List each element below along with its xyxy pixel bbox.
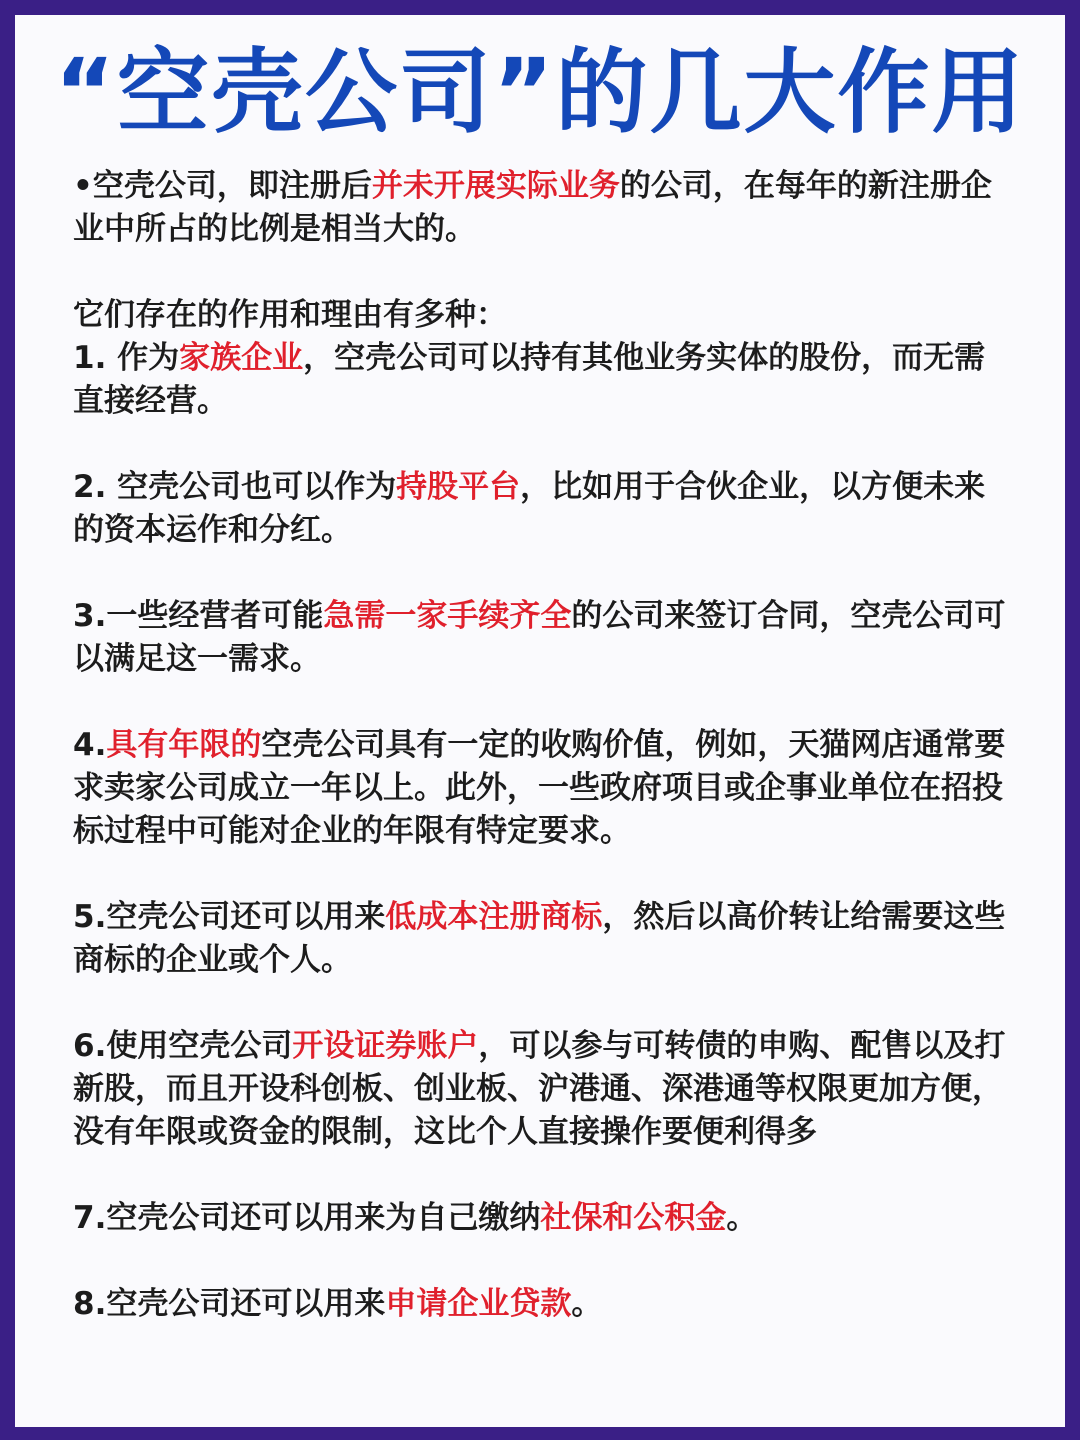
intro-highlight: 并未开展实际业务 bbox=[371, 168, 620, 204]
list-item-1 bbox=[73, 337, 1008, 423]
list-item-4 bbox=[73, 724, 1008, 853]
item-text-before: 2. 空壳公司也可以作为 bbox=[73, 469, 397, 505]
item-highlight: 具有年限的 bbox=[106, 727, 262, 763]
item-text-before: 5.空壳公司还可以用来 bbox=[73, 899, 386, 935]
item-text-before: 4. bbox=[73, 727, 107, 763]
lead-paragraph: 它们存在的作用和理由有多种： bbox=[73, 297, 507, 333]
item-text-before: 3.一些经营者可能 bbox=[73, 598, 324, 634]
intro-paragraph bbox=[73, 165, 1008, 251]
list-item-7 bbox=[73, 1197, 1008, 1240]
item-highlight: 低成本注册商标 bbox=[385, 899, 603, 935]
item-highlight: 社保和公积金 bbox=[540, 1200, 727, 1236]
item-text-before: 7.空壳公司还可以用来为自己缴纳 bbox=[73, 1200, 541, 1236]
item-text-after: ，空壳公司可以持有其他业务实体的股份，而无需直接经营。 bbox=[73, 340, 986, 419]
item-text-after: 的公司来签订合同，空壳公司可以满足这一需求。 bbox=[73, 598, 1006, 677]
list-item-2 bbox=[73, 466, 1008, 552]
list-item-6 bbox=[73, 1025, 1008, 1154]
content-card bbox=[15, 15, 1065, 1427]
item-text-after: ，比如用于合伙企业，以方便未来的资本运作和分红。 bbox=[73, 469, 986, 548]
intro-text-1: •空壳公司，即注册后 bbox=[73, 168, 372, 204]
item-text-before: 8.空壳公司还可以用来 bbox=[73, 1286, 386, 1322]
article-body bbox=[73, 165, 1008, 1326]
item-text-before: 6.使用空壳公司 bbox=[73, 1028, 293, 1064]
item-text-after: 。 bbox=[571, 1286, 603, 1322]
page-title: “空壳公司”的几大作用 bbox=[54, 39, 1026, 146]
item-highlight: 申请企业贷款 bbox=[385, 1286, 572, 1322]
list-item-3 bbox=[73, 595, 1008, 681]
item-text-after: ，然后以高价转让给需要这些商标的企业或个人。 bbox=[73, 899, 1006, 978]
item-highlight: 持股平台 bbox=[396, 469, 521, 505]
list-item-8 bbox=[73, 1283, 1008, 1326]
item-text-after: 。 bbox=[726, 1200, 758, 1236]
item-highlight: 家族企业 bbox=[179, 340, 304, 376]
item-highlight: 开设证券账户 bbox=[292, 1028, 479, 1064]
list-item-5 bbox=[73, 896, 1008, 982]
item-text-before: 1. 作为 bbox=[73, 340, 180, 376]
item-text-after: 空壳公司具有一定的收购价值，例如，天猫网店通常要求卖家公司成立一年以上。此外，一些政府项目或企事业单位在招投标过程中可能对企业的年限有特定要求。 bbox=[73, 727, 1006, 849]
intro-text-2: 的公司，在每年的新注册企业中所占的比例是相当大的。 bbox=[73, 168, 992, 247]
item-highlight: 急需一家手续齐全 bbox=[323, 598, 572, 634]
item-text-after: ，可以参与可转债的申购、配售以及打新股，而且开设科创板、创业板、沪港通、深港通等权限更加方便，没有年限或资金的限制，这比个人直接操作要便利得多 bbox=[73, 1028, 1006, 1150]
